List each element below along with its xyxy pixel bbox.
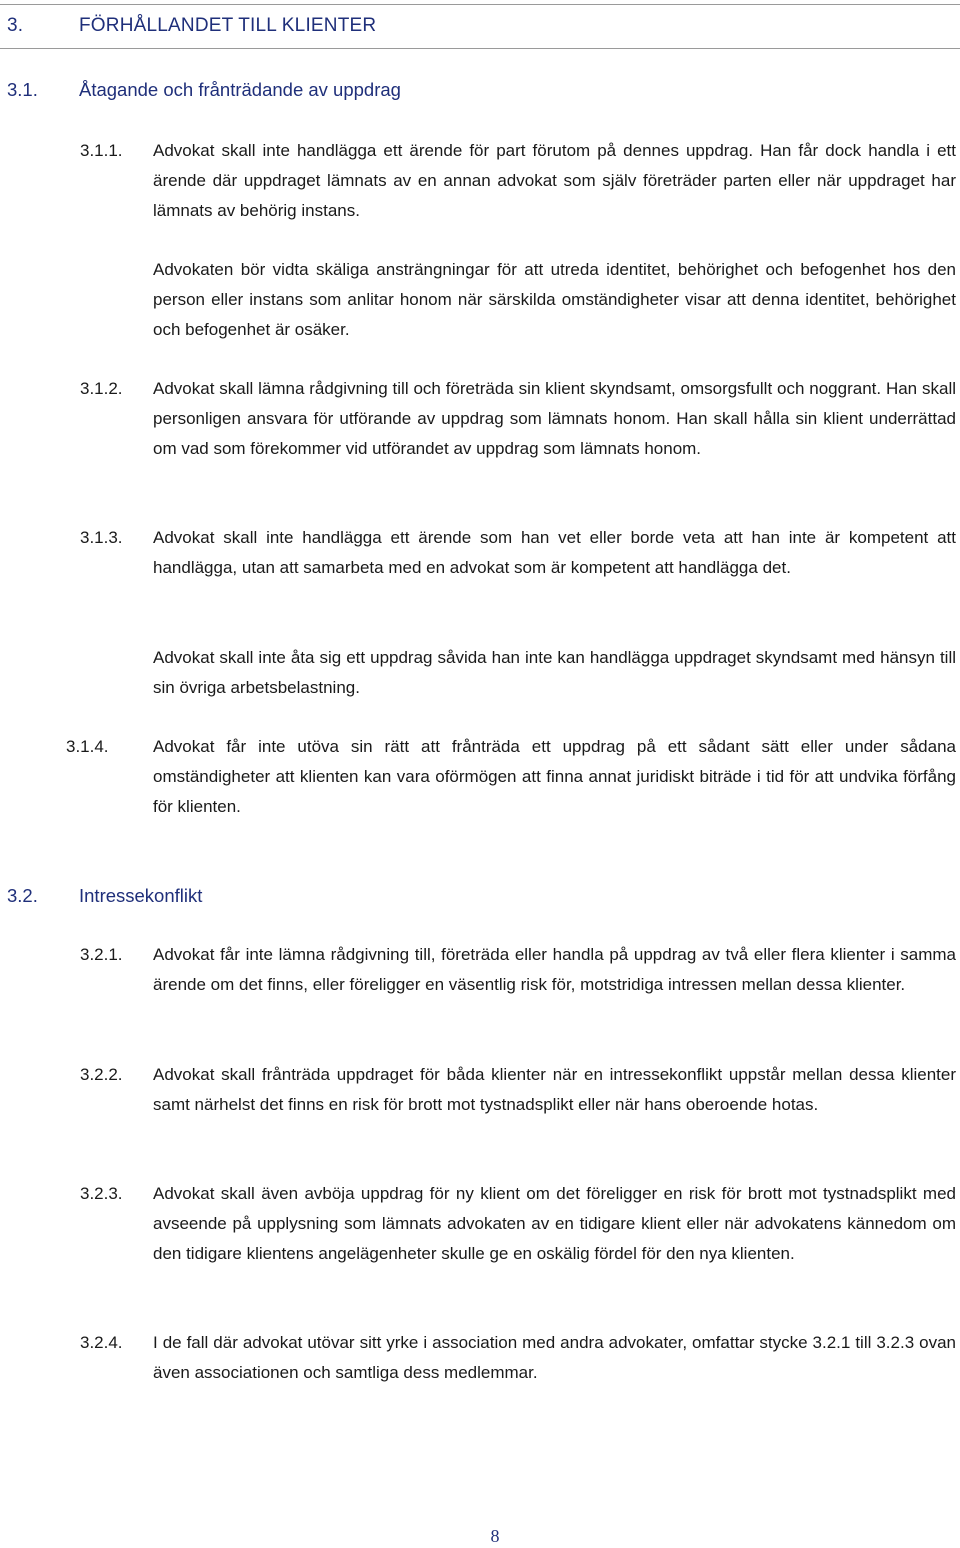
paragraph-3-1-2: Advokat skall lämna rådgivning till och företräda sin klient skyndsamt, omsorgsfullt och noggrant. Han skall personligen ansvara för utförande av uppdrag som lämnats honom. Han skall hålla sin klient underrättad om vad som förekommer vid utförandet av uppdrag som lämnats honom.	[153, 379, 956, 458]
paragraph-3-1-1: Advokat skall inte handlägga ett ärende för part förutom på dennes uppdrag. Han får dock handla i ett ärende där uppdraget lämnats av en annan advokat som själv företräder parten eller när uppdraget har lämnats av behörig instans.	[153, 141, 956, 220]
chapter-title: FÖRHÅLLANDET TILL KLIENTER	[79, 15, 377, 36]
paragraph-3-2-2: Advokat skall frånträda uppdraget för båda klienter när en intressekonflikt uppstår mellan dessa klienter samt närhelst det finns en risk för brott mot tystnadsplikt eller när hans oberoende hotas.	[153, 1065, 956, 1114]
paragraph-3-1-3: Advokat skall inte handlägga ett ärende som han vet eller borde veta att han inte är kompetent att handlägga, utan att samarbeta med en advokat som är kompetent att handlägga det.	[153, 528, 956, 577]
paragraph-number: 3.1.3.	[80, 528, 123, 547]
chapter-number: 3.	[7, 15, 24, 36]
paragraph-3-2-4: I de fall där advokat utövar sitt yrke i association med andra advokater, omfattar stycke 3.2.1 till 3.2.3 ovan även associationen och samtliga dess medlemmar.	[153, 1333, 956, 1382]
page-number: 8	[490, 1526, 500, 1546]
paragraph-3-1-4: Advokat får inte utöva sin rätt att frånträda ett uppdrag på ett sådant sätt eller under sådana omständigheter att klienten kan vara oförmögen att finna annat juridiskt biträde i tid för att undvika förfång för klienten.	[153, 737, 956, 816]
section-number: 3.1.	[7, 79, 38, 100]
paragraph-number: 3.2.3.	[80, 1184, 123, 1203]
section-number: 3.2.	[7, 885, 38, 906]
chapter-heading	[7, 15, 376, 37]
paragraph-number: 3.1.4.	[66, 737, 109, 756]
section-heading-3-2	[7, 885, 202, 907]
top-rule	[0, 4, 960, 5]
paragraph-number: 3.2.1.	[80, 945, 123, 964]
section-title: Intressekonflikt	[79, 885, 203, 906]
section-heading-3-1	[7, 79, 401, 101]
paragraph-number: 3.2.2.	[80, 1065, 123, 1084]
paragraph-3-1-3-continued: Advokat skall inte åta sig ett uppdrag såvida han inte kan handlägga uppdraget skyndsamt med hänsyn till sin övriga arbetsbelastning.	[153, 648, 956, 697]
section-title: Åtagande och frånträdande av uppdrag	[79, 79, 401, 100]
paragraph-3-2-1: Advokat får inte lämna rådgivning till, företräda eller handla på uppdrag av två eller flera klienter i samma ärende om det finns, eller föreligger en väsentlig risk för, motstridiga intressen mellan dessa klienter.	[153, 945, 956, 994]
paragraph-3-2-3: Advokat skall även avböja uppdrag för ny klient om det föreligger en risk för brott mot tystnadsplikt med avseende på upplysning som lämnats advokaten av en tidigare klient eller när advokatens kännedom om den tidigare klientens angelägenheter skulle ge en oskälig fördel för den nya klienten.	[153, 1184, 956, 1263]
heading-rule	[0, 48, 960, 49]
paragraph-3-1-1-continued: Advokaten bör vidta skäliga ansträngningar för att utreda identitet, behörighet och befogenhet hos den person eller instans som anlitar honom när särskilda omständigheter visar att denna identitet, behörighet och befogenhet är osäker.	[153, 260, 956, 339]
paragraph-number: 3.1.1.	[80, 141, 123, 160]
paragraph-number: 3.1.2.	[80, 379, 123, 398]
paragraph-number: 3.2.4.	[80, 1333, 123, 1352]
